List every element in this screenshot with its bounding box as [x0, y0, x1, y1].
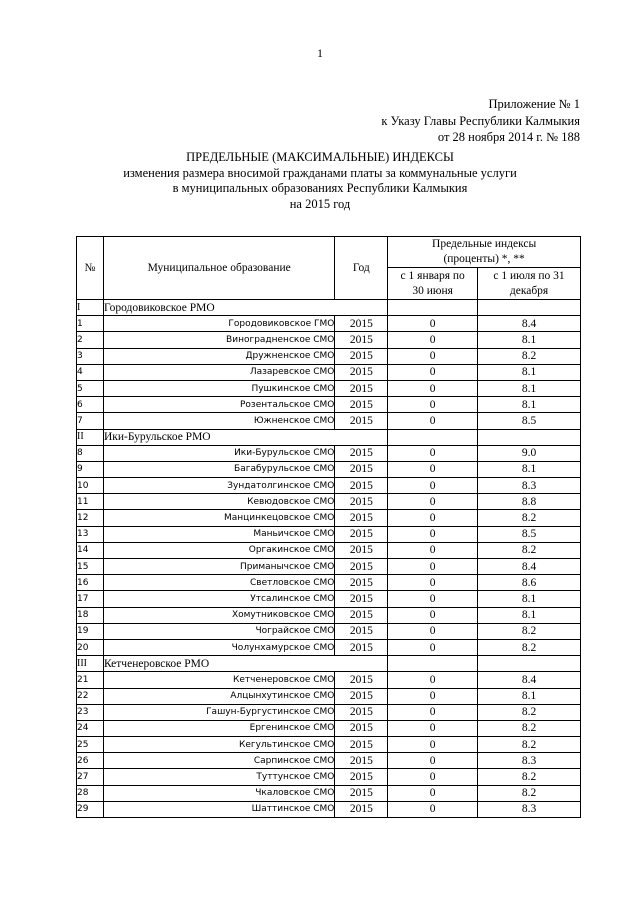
index-jul-dec: 8.2: [478, 542, 581, 558]
row-number: 9: [77, 461, 104, 477]
index-jan-jun: 0: [388, 785, 478, 801]
municipality-name: Ики-Бурульское СМО: [103, 445, 334, 461]
index-jul-dec: 8.1: [478, 397, 581, 413]
year-cell: 2015: [335, 494, 388, 510]
document-title: [0, 150, 640, 212]
municipality-name: Хомутниковское СМО: [103, 607, 334, 623]
index-jul-dec: 8.2: [478, 623, 581, 639]
municipality-name: Кегультинское СМО: [103, 737, 334, 753]
municipality-name: Манцинкецовское СМО: [103, 510, 334, 526]
municipality-name: Южненское СМО: [103, 413, 334, 429]
row-number: 1: [77, 316, 104, 332]
table-row: [77, 364, 581, 380]
table-row: [77, 461, 581, 477]
index-jan-jun: 0: [388, 801, 478, 817]
municipality-name: Гашун-Бургустинское СМО: [103, 704, 334, 720]
group-name: Городовиковское РМО: [103, 300, 387, 316]
row-number: 4: [77, 364, 104, 380]
row-number: 6: [77, 397, 104, 413]
group-number: III: [77, 656, 104, 672]
indices-table: [76, 236, 581, 818]
empty-cell: [478, 656, 581, 672]
index-jan-jun: 0: [388, 494, 478, 510]
index-jan-jun: 0: [388, 704, 478, 720]
row-number: 21: [77, 672, 104, 688]
table-row: [77, 494, 581, 510]
year-cell: 2015: [335, 785, 388, 801]
municipality-name: Ергенинское СМО: [103, 720, 334, 736]
group-name: Ики-Бурульское РМО: [103, 429, 387, 445]
index-jul-dec: 8.4: [478, 559, 581, 575]
table-row: [77, 478, 581, 494]
table-row: [77, 672, 581, 688]
row-number: 2: [77, 332, 104, 348]
index-jan-jun: 0: [388, 364, 478, 380]
row-number: 3: [77, 348, 104, 364]
title-line-2: изменения размера вносимой гражданами платы за коммунальные услуги: [123, 165, 517, 180]
title-line-4: на 2015 год: [289, 196, 351, 211]
year-cell: 2015: [335, 753, 388, 769]
index-jul-dec: 8.1: [478, 461, 581, 477]
row-number: 16: [77, 575, 104, 591]
header-num: №: [77, 237, 104, 300]
municipality-name: Кевюдовское СМО: [103, 494, 334, 510]
year-cell: 2015: [335, 720, 388, 736]
municipality-name: Туттунское СМО: [103, 769, 334, 785]
year-cell: 2015: [335, 478, 388, 494]
index-jul-dec: 8.1: [478, 380, 581, 396]
index-jan-jun: 0: [388, 639, 478, 655]
row-number: 5: [77, 380, 104, 396]
municipality-name: Утсалинское СМО: [103, 591, 334, 607]
empty-cell: [478, 429, 581, 445]
table-body: [77, 300, 581, 818]
table-row: [77, 801, 581, 817]
municipality-name: Светловское СМО: [103, 575, 334, 591]
year-cell: 2015: [335, 704, 388, 720]
row-number: 20: [77, 639, 104, 655]
index-jul-dec: 8.6: [478, 575, 581, 591]
group-row: [77, 429, 581, 445]
header-municipality: Муниципальное образование: [103, 237, 334, 300]
year-cell: 2015: [335, 397, 388, 413]
index-jul-dec: 8.1: [478, 591, 581, 607]
index-jan-jun: 0: [388, 591, 478, 607]
row-number: 14: [77, 542, 104, 558]
empty-cell: [388, 300, 478, 316]
index-jul-dec: 8.4: [478, 316, 581, 332]
table-row: [77, 769, 581, 785]
municipality-name: Дружненское СМО: [103, 348, 334, 364]
year-cell: 2015: [335, 769, 388, 785]
title-line-3: в муниципальных образованиях Республики Калмыкия: [172, 181, 468, 195]
index-jan-jun: 0: [388, 720, 478, 736]
appendix-line-2: к Указу Главы Республики Калмыкия: [381, 113, 580, 128]
index-jul-dec: 8.2: [478, 769, 581, 785]
municipality-name: Шаттинское СМО: [103, 801, 334, 817]
index-jan-jun: 0: [388, 575, 478, 591]
year-cell: 2015: [335, 445, 388, 461]
title-line-1: ПРЕДЕЛЬНЫЕ (МАКСИМАЛЬНЫЕ) ИНДЕКСЫ: [186, 150, 454, 164]
page-number: 1: [317, 46, 323, 60]
index-jul-dec: 8.1: [478, 332, 581, 348]
empty-cell: [478, 300, 581, 316]
row-number: 11: [77, 494, 104, 510]
row-number: 17: [77, 591, 104, 607]
year-cell: 2015: [335, 737, 388, 753]
municipality-name: Чкаловское СМО: [103, 785, 334, 801]
table-row: [77, 737, 581, 753]
row-number: 22: [77, 688, 104, 704]
year-cell: 2015: [335, 801, 388, 817]
municipality-name: Чолунхамурское СМО: [103, 639, 334, 655]
index-jul-dec: 8.8: [478, 494, 581, 510]
municipality-name: Маньичское СМО: [103, 526, 334, 542]
municipality-name: Городовиковское ГМО: [103, 316, 334, 332]
index-jul-dec: 9.0: [478, 445, 581, 461]
index-jan-jun: 0: [388, 445, 478, 461]
index-jan-jun: 0: [388, 413, 478, 429]
year-cell: 2015: [335, 575, 388, 591]
table-row: [77, 332, 581, 348]
table-row: [77, 720, 581, 736]
table-row: [77, 316, 581, 332]
group-row: [77, 300, 581, 316]
row-number: 18: [77, 607, 104, 623]
year-cell: 2015: [335, 332, 388, 348]
header-period-1: с 1 января по 30 июня: [388, 268, 478, 300]
header-indices: Предельные индексы (проценты) *, **: [388, 237, 581, 268]
index-jul-dec: 8.2: [478, 785, 581, 801]
municipality-name: Чограйское СМО: [103, 623, 334, 639]
index-jan-jun: 0: [388, 769, 478, 785]
municipality-name: Зундатолгинское СМО: [103, 478, 334, 494]
index-jan-jun: 0: [388, 688, 478, 704]
year-cell: 2015: [335, 316, 388, 332]
group-number: II: [77, 429, 104, 445]
index-jan-jun: 0: [388, 397, 478, 413]
year-cell: 2015: [335, 510, 388, 526]
municipality-name: Оргакинское СМО: [103, 542, 334, 558]
year-cell: 2015: [335, 461, 388, 477]
table-row: [77, 510, 581, 526]
table-row: [77, 753, 581, 769]
row-number: 10: [77, 478, 104, 494]
index-jul-dec: 8.3: [478, 478, 581, 494]
index-jan-jun: 0: [388, 461, 478, 477]
table-row: [77, 397, 581, 413]
index-jul-dec: 8.1: [478, 607, 581, 623]
index-jan-jun: 0: [388, 526, 478, 542]
table-row: [77, 380, 581, 396]
index-jan-jun: 0: [388, 559, 478, 575]
year-cell: 2015: [335, 542, 388, 558]
row-number: 8: [77, 445, 104, 461]
header-period-2: с 1 июля по 31 декабря: [478, 268, 581, 300]
table-row: [77, 639, 581, 655]
index-jul-dec: 8.5: [478, 526, 581, 542]
index-jan-jun: 0: [388, 348, 478, 364]
index-jan-jun: 0: [388, 542, 478, 558]
empty-cell: [388, 656, 478, 672]
index-jul-dec: 8.5: [478, 413, 581, 429]
table-row: [77, 445, 581, 461]
index-jan-jun: 0: [388, 623, 478, 639]
row-number: 12: [77, 510, 104, 526]
group-number: I: [77, 300, 104, 316]
table-row: [77, 688, 581, 704]
index-jul-dec: 8.2: [478, 737, 581, 753]
index-jan-jun: 0: [388, 753, 478, 769]
table-row: [77, 348, 581, 364]
index-jul-dec: 8.4: [478, 672, 581, 688]
table-row: [77, 785, 581, 801]
municipality-name: Виноградненское СМО: [103, 332, 334, 348]
municipality-name: Алцынхутинское СМО: [103, 688, 334, 704]
municipality-name: Приманычское СМО: [103, 559, 334, 575]
municipality-name: Пушкинское СМО: [103, 380, 334, 396]
municipality-name: Багабурульское СМО: [103, 461, 334, 477]
year-cell: 2015: [335, 364, 388, 380]
table-row: [77, 623, 581, 639]
row-number: 25: [77, 737, 104, 753]
row-number: 26: [77, 753, 104, 769]
index-jul-dec: 8.2: [478, 720, 581, 736]
index-jan-jun: 0: [388, 607, 478, 623]
table-row: [77, 704, 581, 720]
municipality-name: Лазаревское СМО: [103, 364, 334, 380]
row-number: 27: [77, 769, 104, 785]
appendix-line-1: Приложение № 1: [488, 97, 580, 111]
municipality-name: Кетченеровское СМО: [103, 672, 334, 688]
index-jul-dec: 8.3: [478, 801, 581, 817]
appendix-block: [381, 96, 580, 146]
table-row: [77, 607, 581, 623]
index-jan-jun: 0: [388, 510, 478, 526]
year-cell: 2015: [335, 413, 388, 429]
table-row: [77, 575, 581, 591]
table-row: [77, 542, 581, 558]
index-jan-jun: 0: [388, 332, 478, 348]
year-cell: 2015: [335, 380, 388, 396]
index-jan-jun: 0: [388, 380, 478, 396]
index-jul-dec: 8.2: [478, 348, 581, 364]
index-jan-jun: 0: [388, 672, 478, 688]
row-number: 13: [77, 526, 104, 542]
table-row: [77, 526, 581, 542]
row-number: 24: [77, 720, 104, 736]
row-number: 15: [77, 559, 104, 575]
municipality-name: Розентальское СМО: [103, 397, 334, 413]
year-cell: 2015: [335, 559, 388, 575]
table-row: [77, 413, 581, 429]
year-cell: 2015: [335, 688, 388, 704]
header-year: Год: [335, 237, 388, 300]
year-cell: 2015: [335, 639, 388, 655]
index-jan-jun: 0: [388, 737, 478, 753]
index-jan-jun: 0: [388, 478, 478, 494]
appendix-line-3: от 28 ноября 2014 г. № 188: [437, 130, 580, 144]
year-cell: 2015: [335, 348, 388, 364]
index-jul-dec: 8.1: [478, 364, 581, 380]
group-name: Кетченеровское РМО: [103, 656, 387, 672]
index-jul-dec: 8.2: [478, 639, 581, 655]
year-cell: 2015: [335, 591, 388, 607]
row-number: 19: [77, 623, 104, 639]
index-jul-dec: 8.2: [478, 704, 581, 720]
index-jan-jun: 0: [388, 316, 478, 332]
empty-cell: [388, 429, 478, 445]
table-row: [77, 559, 581, 575]
row-number: 29: [77, 801, 104, 817]
index-jul-dec: 8.3: [478, 753, 581, 769]
year-cell: 2015: [335, 526, 388, 542]
row-number: 23: [77, 704, 104, 720]
row-number: 7: [77, 413, 104, 429]
index-jul-dec: 8.1: [478, 688, 581, 704]
municipality-name: Сарпинское СМО: [103, 753, 334, 769]
year-cell: 2015: [335, 672, 388, 688]
year-cell: 2015: [335, 623, 388, 639]
group-row: [77, 656, 581, 672]
index-jul-dec: 8.2: [478, 510, 581, 526]
year-cell: 2015: [335, 607, 388, 623]
table-row: [77, 591, 581, 607]
row-number: 28: [77, 785, 104, 801]
